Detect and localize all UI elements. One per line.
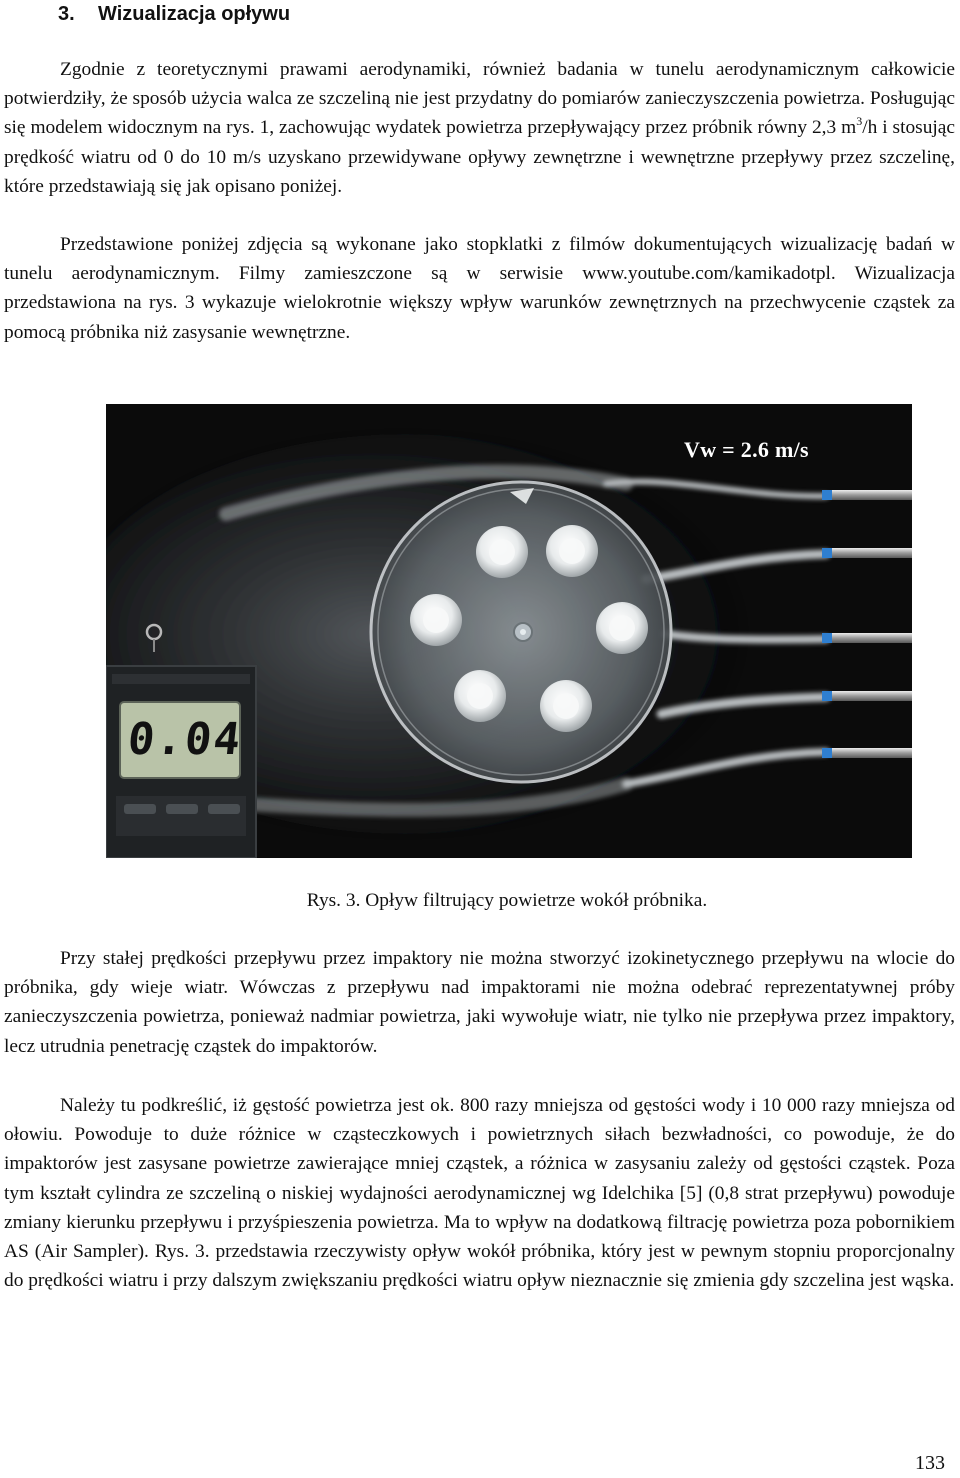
paragraph-2-text: Przedstawione poniżej zdjęcia są wykonane jako stopklatki z filmów dokumentujących wizualizację badań w tunelu aerodynamicznym. Filmy zamieszczone są w serwisie www.youtube.com/kamikadotpl. Wizualizacja przedstawiona na rys. 3 wykazuje wielokrotnie większy wpływ warunków zewnętrznych na przechwycenie cząstek za pomocą próbnika niż zasysanie wewnętrzne. — [4, 234, 955, 343]
paragraph-2 — [4, 230, 955, 347]
wind-tunnel-photo — [106, 404, 912, 858]
meter-reading: 0.04 — [125, 714, 245, 765]
wind-speed-label: Vw = 2.6 m/s — [684, 437, 809, 462]
paragraph-3 — [4, 944, 955, 1061]
figure-caption: Rys. 3. Opływ filtrujący powietrze wokół próbnika. — [306, 890, 708, 911]
paragraph-1 — [4, 55, 955, 201]
paragraph-4 — [4, 1091, 955, 1295]
superscript-cubic: 3 — [856, 114, 863, 129]
paragraph-4-text: Należy tu podkreślić, iż gęstość powietrza jest ok. 800 razy mniejsza od gęstości wody i 10 000 razy mniejsza od ołowiu. Powoduje to duże różnice w cząsteczkowych i powietrznych siłach bezwładności, co powoduje, że do impaktorów jest zasysane powietrze zawierające mniej cząstek, a różnica w zasysaniu zależy od gęstości cząstek. Poza tym kształt cylindra ze szczeliną o niskiej wydajności aerodynamicznej wg Idelchika [5] (0,8 strat przepływu) powoduje zmiany kierunku przepływu i przyśpieszenia powietrza. Ma to wpływ na dodatkową filtrację powietrza poza pobornikiem AS (Air Sampler). Rys. 3. przedstawia rzeczywisty opływ wokół próbnika, który jest w pewnym stopniu proporcjonalny do prędkości wiatru i przy dalszym zwiększaniu prędkości wiatru opływ nieznacznie się zmienia gdy szczelina jest wąska. — [4, 1095, 955, 1292]
section-heading — [58, 2, 290, 26]
section-number: 3. — [58, 3, 75, 25]
paragraph-1-text-b: /h i stosując prędkość wiatru od 0 do 10 m/s uzyskano przewidywane opływy zewnętrzne i wewnętrzne przepływy przez szczelinę, które przedstawiają się jak opisano poniżej. — [4, 117, 955, 197]
photo-illustration — [106, 404, 912, 858]
section-title: Wizualizacja opływu — [98, 3, 291, 25]
paragraph-3-text: Przy stałej prędkości przepływu przez impaktory nie można stworzyć izokinetycznego przepływu na wlocie do próbnika, gdy wieje wiatr. Wówczas z przepływu nad impaktorami nie można odebrać reprezentatywnej próby zanieczyszczenia powietrza, ponieważ nadmiar powietrza, jaki wywołuje wiatr, nie tylko nie przepływa przez impaktory, lecz utrudnia penetrację cząstek do impaktorów. — [4, 948, 955, 1057]
page-number: 133 — [915, 1452, 945, 1474]
paragraph-1-text-a: Zgodnie z teoretycznymi prawami aerodynamiki, również badania w tunelu aerodynamicznym całkowicie potwierdziły, że sposób użycia walca ze szczeliną nie jest przydatny do pomiarów zanieczyszczenia powietrza. Posługując się modelem widocznym na rys. 1, zachowując wydatek powietrza przepływający przez próbnik równy 2,3 m — [4, 59, 955, 139]
